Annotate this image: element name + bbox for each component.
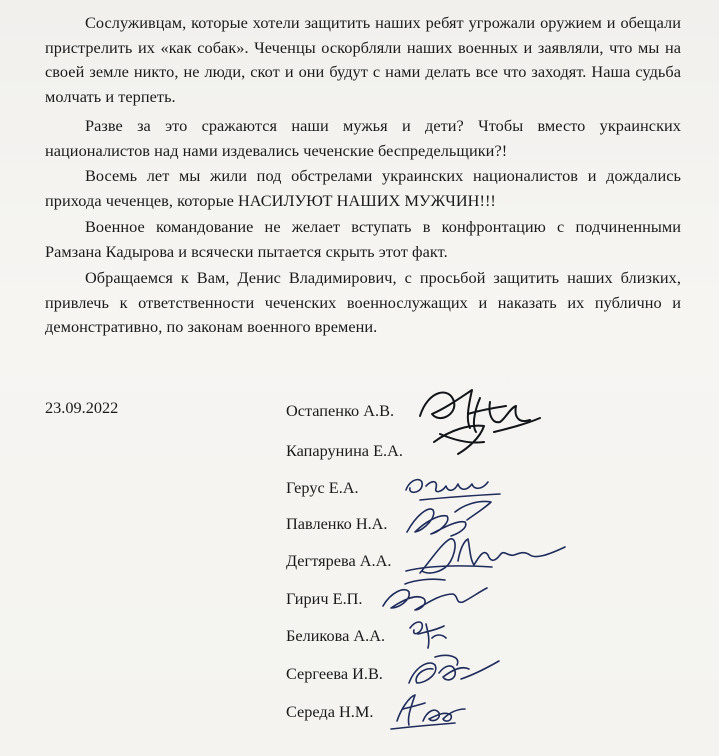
signature-sereda [385,685,475,735]
signature-girich [375,572,495,616]
paragraph-threats: Сослуживцам, которые хотели защитить наших ребят угрожали оружием и обещали пристрелить их «как собак». Чеченцы оскорбляли наших военных и заявляли, что мы на своей земле никто, не люди, скот и они будут с нами делать все что заходят. Наша судьба молчать и терпеть. [45,13,681,106]
paragraph-question: Разве за это сражаются наши мужья и дети? Чтобы вместо украинских националистов над нами издевались чеченские беспредельщики?! [45,116,681,160]
signer-name: Сергеева И.В. [286,664,383,683]
signer-name: Середа Н.М. [286,702,374,721]
paragraph-request: Обращаемся к Вам, Денис Владимирович, с просьбой защитить наших близких, привлечь к ответственности чеченских военнослужащих и наказать их публично и демонстративно, по законам военного времени. [45,268,681,336]
signer-name: Гирич Е.П. [286,589,363,608]
signer-name: Остапенко А.В. [286,401,395,420]
signer-name: Беликова А.А. [286,626,386,645]
signer-name: Павленко Н.А. [286,514,388,533]
signer-name: Капарунина Е.А. [286,441,403,460]
signer-name: Дегтярева А.А. [286,551,392,570]
signature-ostapenko [410,368,550,468]
paragraph-command: Военное командование не желает вступать в конфронтацию с подчиненными Рамзана Кадырова и всячески пытается скрыть этот факт. [45,217,681,261]
signer-name: Герус Е.А. [286,478,359,497]
paragraph-eight-years: Восемь лет мы жили под обстрелами украинских националистов и дождались прихода чеченцев, которые НАСИЛУЮТ НАШИХ МУЖЧИН!!! [45,166,681,210]
letter-date: 23.09.2022 [45,398,119,417]
